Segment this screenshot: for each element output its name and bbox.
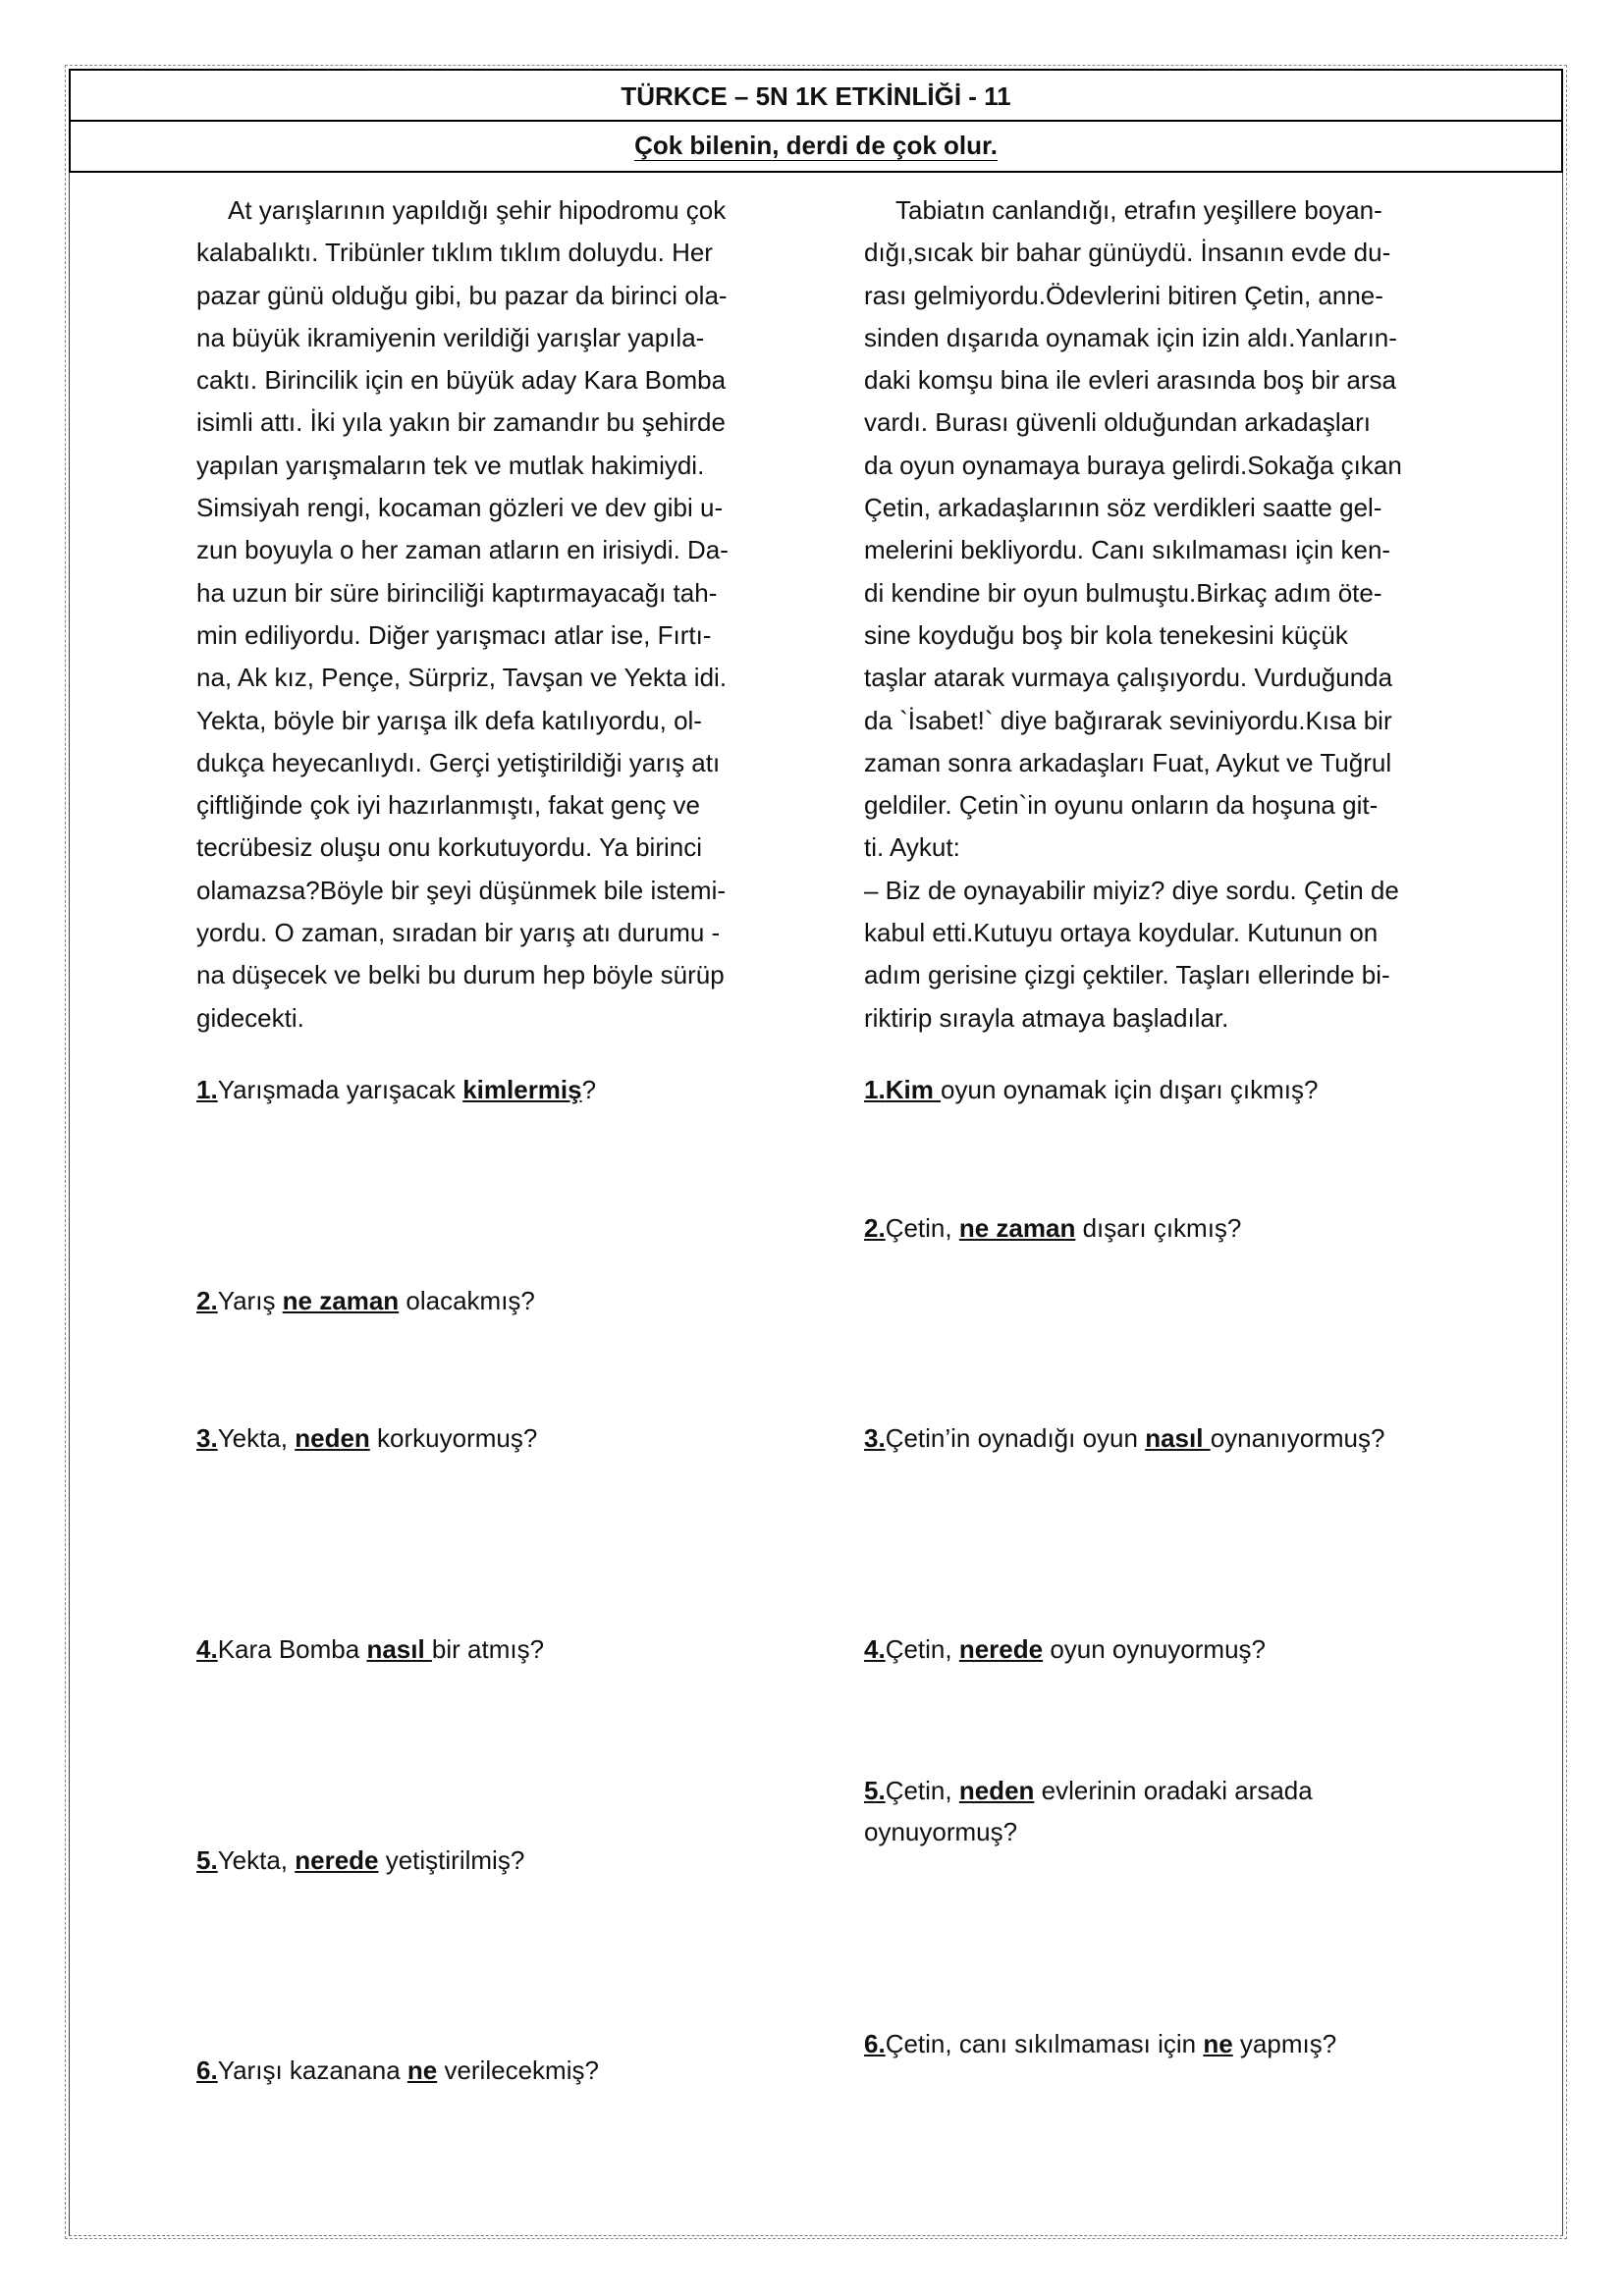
left-passage-line: kalabalıktı. Tribünler tıklım tıklım doluydu. Her bbox=[196, 238, 713, 268]
right-passage-line: melerini bekliyordu. Canı sıkılmaması için ken- bbox=[864, 535, 1391, 565]
right-passage-line: kabul etti.Kutuyu ortaya koydular. Kutunun on bbox=[864, 918, 1379, 948]
right-passage-line: sine koyduğu boş bir kola tenekesini küçük bbox=[864, 619, 1348, 650]
left-passage-line: olamazsa?Böyle bir şeyi düşünmek bile istemi- bbox=[196, 875, 727, 905]
right-question-4: 4.Çetin, nerede oyun oynuyormuş? bbox=[864, 1634, 1267, 1664]
left-passage-line: dukça heyecanlıydı. Gerçi yetiştirildiği yarış atı bbox=[196, 747, 721, 777]
left-question-1: 1.Yarışmada yarışacak kimlermiş? bbox=[196, 1075, 597, 1104]
left-question-3: 3.Yekta, neden korkuyormuş? bbox=[196, 1423, 538, 1453]
left-passage-line: na, Ak kız, Pençe, Sürpriz, Tavşan ve Yekta idi. bbox=[196, 663, 728, 693]
left-passage-line: min ediliyordu. Diğer yarışmacı atlar ise, Fırtı- bbox=[196, 619, 712, 650]
right-question-2: 2.Çetin, ne zaman dışarı çıkmış? bbox=[864, 1213, 1242, 1243]
right-passage-line: da oyun oynamaya buraya gelirdi.Sokağa çıkan bbox=[864, 450, 1402, 480]
right-passage-line: geldiler. Çetin`in oyunu onların da hoşuna git- bbox=[864, 790, 1379, 821]
subtitle-text: Çok bilenin, derdi de çok olur. bbox=[634, 131, 998, 160]
left-passage-line: çiftliğinde çok iyi hazırlanmıştı, fakat genç ve bbox=[196, 790, 701, 821]
right-passage-line: sinden dışarıda oynamak için izin aldı.Yanların- bbox=[864, 322, 1397, 352]
left-passage-line: isimli attı. İki yıla yakın bir zamandır bu şehirde bbox=[196, 407, 726, 438]
right-passage bbox=[864, 189, 1453, 1040]
right-question-6: 6.Çetin, canı sıkılmaması için ne yapmış? bbox=[864, 2029, 1337, 2058]
left-passage-line: caktı. Birincilik için en büyük aday Kara Bomba bbox=[196, 365, 727, 396]
right-passage-line: ti. Aykut: bbox=[864, 832, 960, 863]
left-passage-line: na düşecek ve belki bu durum hep böyle sürüp bbox=[196, 960, 725, 990]
right-passage-line: daki komşu bina ile evleri arasında boş bir arsa bbox=[864, 365, 1396, 396]
right-passage-line: Çetin, arkadaşlarının söz verdikleri saatte gel- bbox=[864, 493, 1382, 523]
right-passage-line: dığı,sıcak bir bahar günüydü. İnsanın evde du- bbox=[864, 238, 1391, 268]
left-question-5: 5.Yekta, nerede yetiştirilmiş? bbox=[196, 1845, 525, 1875]
worksheet-subtitle bbox=[69, 122, 1563, 173]
right-passage-line: zaman sonra arkadaşları Fuat, Aykut ve Tuğrul bbox=[864, 747, 1392, 777]
left-question-4: 4.Kara Bomba nasıl bir atmış? bbox=[196, 1634, 545, 1664]
left-passage-line: yordu. O zaman, sıradan bir yarış atı durumu - bbox=[196, 918, 721, 948]
right-question-1: 1.Kim oyun oynamak için dışarı çıkmış? bbox=[864, 1075, 1319, 1104]
left-passage-line: Simsiyah rengi, kocaman gözleri ve dev gibi u- bbox=[196, 493, 724, 523]
left-passage-line: ha uzun bir süre birinciliği kaptırmayacağı tah- bbox=[196, 577, 718, 608]
right-passage-line: vardı. Burası güvenli olduğundan arkadaşları bbox=[864, 407, 1371, 438]
right-passage-line: adım gerisine çizgi çektiler. Taşları ellerinde bi- bbox=[864, 960, 1390, 990]
left-passage bbox=[196, 189, 776, 1040]
right-passage-line: di kendine bir oyun bulmuştu.Birkaç adım öte- bbox=[864, 577, 1382, 608]
left-passage-line: na büyük ikramiyenin verildiği yarışlar yapıla- bbox=[196, 322, 705, 352]
right-passage-line: da `İsabet!` diye bağırarak seviniyordu.Kısa bir bbox=[864, 705, 1392, 735]
left-passage-line: At yarışlarının yapıldığı şehir hipodromu çok bbox=[228, 195, 727, 225]
right-passage-line: – Biz de oynayabilir miyiz? diye sordu. Çetin de bbox=[864, 875, 1399, 905]
right-passage-line: rası gelmiyordu.Ödevlerini bitiren Çetin, anne- bbox=[864, 280, 1383, 310]
left-question-6: 6.Yarışı kazanana ne verilecekmiş? bbox=[196, 2056, 599, 2085]
right-passage-line: Tabiatın canlandığı, etrafın yeşillere boyan- bbox=[895, 195, 1382, 225]
left-passage-line: tecrübesiz oluşu onu korkutuyordu. Ya birinci bbox=[196, 832, 702, 863]
right-question-3: 3.Çetin’in oynadığı oyun nasıl oynanıyormuş? bbox=[864, 1423, 1385, 1453]
left-passage-line: pazar günü olduğu gibi, bu pazar da birinci ola- bbox=[196, 280, 728, 310]
left-passage-line: Yekta, böyle bir yarışa ilk defa katılıyordu, ol- bbox=[196, 705, 702, 735]
left-passage-line: zun boyuyla o her zaman atların en irisiydi. Da- bbox=[196, 535, 729, 565]
worksheet-title: TÜRKCE – 5N 1K ETKİNLİĞİ - 11 bbox=[69, 69, 1563, 122]
left-passage-line: gidecekti. bbox=[196, 1002, 304, 1033]
right-question-5: 5.Çetin, neden evlerinin oradaki arsada oynuyormuş? bbox=[864, 1776, 1313, 1846]
left-question-2: 2.Yarış ne zaman olacakmış? bbox=[196, 1286, 535, 1315]
right-passage-line: riktirip sırayla atmaya başladılar. bbox=[864, 1002, 1229, 1033]
right-passage-line: taşlar atarak vurmaya çalışıyordu. Vurduğunda bbox=[864, 663, 1393, 693]
left-passage-line: yapılan yarışmaların tek ve mutlak hakimiydi. bbox=[196, 450, 705, 480]
